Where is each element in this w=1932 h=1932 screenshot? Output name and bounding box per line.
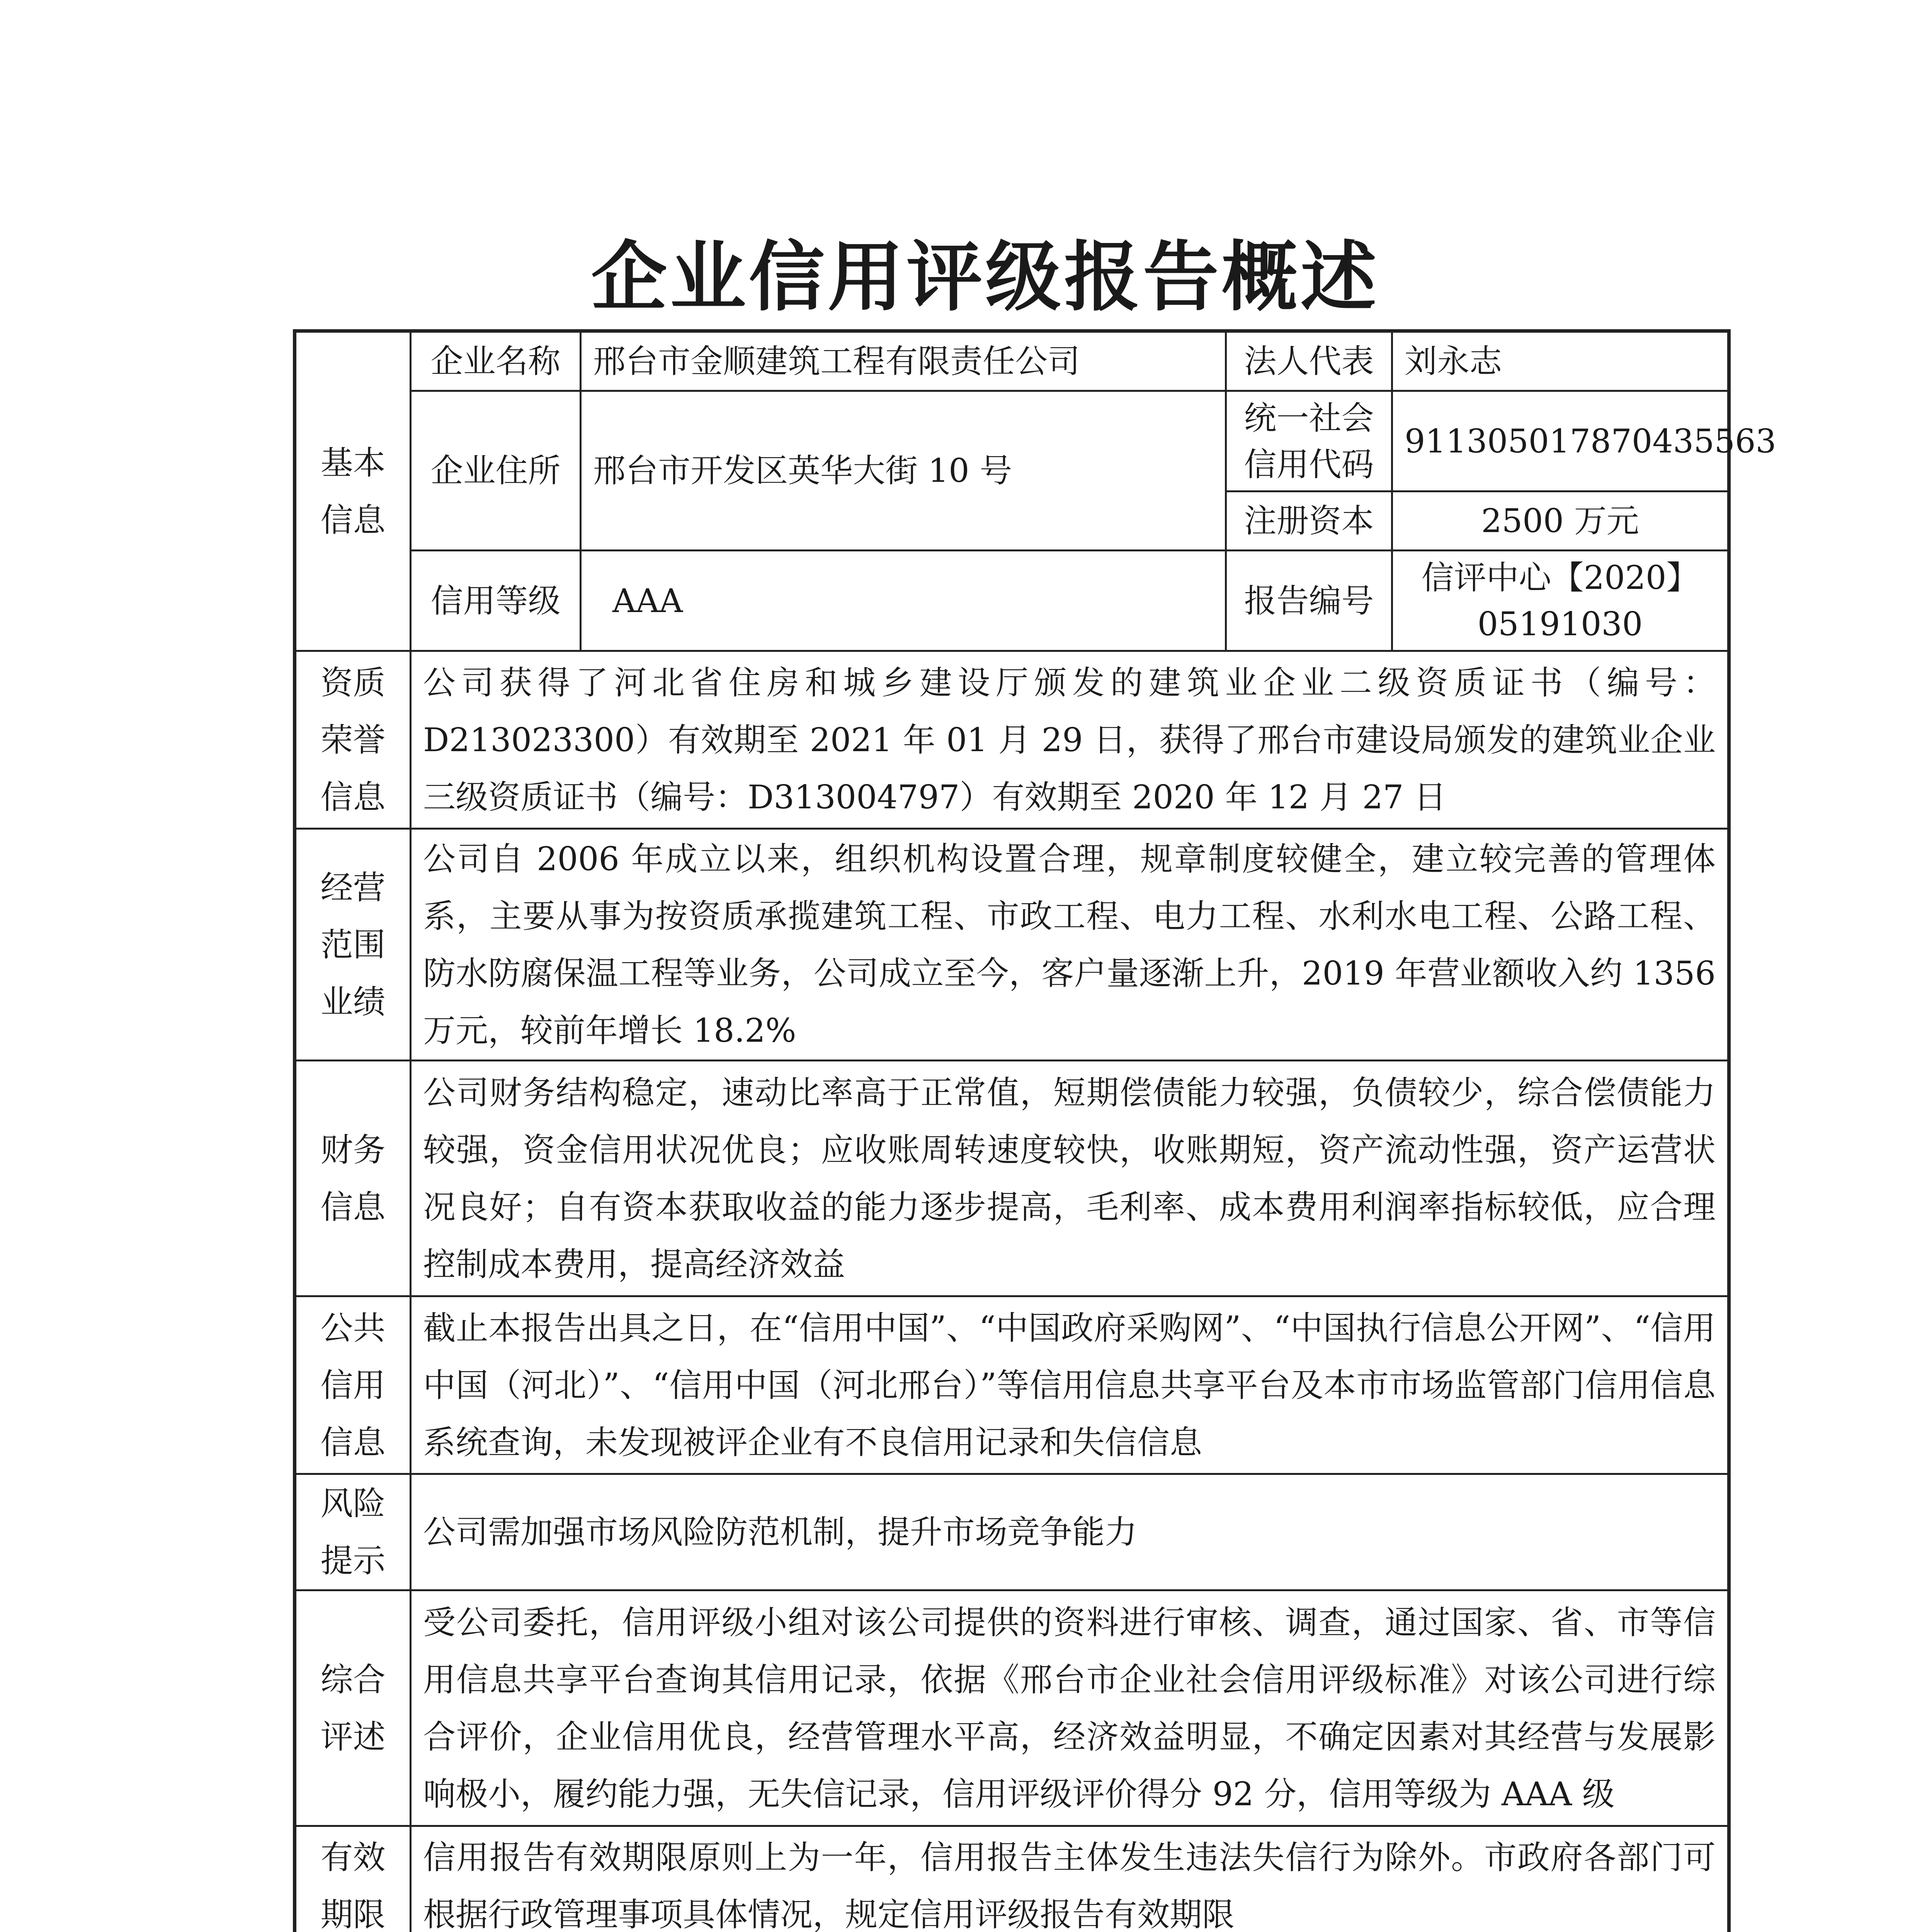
section-text-finance: 公司财务结构稳定，速动比率高于正常值，短期偿债能力较强，负债较少，综合偿债能力较强，资金信用状况优良；应收账周转速度较快，收账期短，资产流动性强，资产运营状况良好；自有资本获取收益的能力逐步提高，毛利率、成本费用利润率指标较低，应合理控制成本费用，提高经济效益 — [411, 1061, 1729, 1296]
section-label-qualification: 资质 荣誉 信息 — [295, 651, 411, 829]
section-label-business: 经营 范围 业绩 — [295, 829, 411, 1061]
section-text-business: 公司自 2006 年成立以来，组织机构设置合理，规章制度较健全，建立较完善的管理体系，主要从事为按资质承揽建筑工程、市政工程、电力工程、水利水电工程、公路工程、防水防腐保温工程等业务，公司成立至今，客户量逐渐上升，2019 年营业额收入约 1356 万元，较前年增长 18.2% — [411, 829, 1729, 1061]
section-text-risk: 公司需加强市场风险防范机制，提升市场竞争能力 — [411, 1474, 1729, 1590]
capital-value: 2500 万元 — [1392, 492, 1729, 551]
legal-rep-value: 刘永志 — [1392, 331, 1729, 391]
report-no-label: 报告编号 — [1226, 551, 1392, 651]
report-no-value: 信评中心【2020】 05191030 — [1392, 551, 1729, 651]
address-value: 邢台市开发区英华大街 10 号 — [581, 391, 1226, 551]
report-table — [293, 329, 1776, 1932]
rating-value: AAA — [581, 551, 1226, 651]
section-label-finance: 财务 信息 — [295, 1061, 411, 1296]
legal-rep-label: 法人代表 — [1226, 331, 1392, 391]
page-title: 企业信用评级报告概述 — [591, 233, 1379, 321]
section-label-basic: 基本 信息 — [295, 331, 411, 651]
section-text-validity: 信用报告有效期限原则上为一年，信用报告主体发生违法失信行为除外。市政府各部门可根据行政管理事项具体情况，规定信用评级报告有效期限 — [411, 1826, 1729, 1932]
company-name-label: 企业名称 — [411, 331, 581, 391]
address-label: 企业住所 — [411, 391, 581, 551]
section-label-risk: 风险 提示 — [295, 1474, 411, 1590]
credit-code-value: 911305017870435563 — [1392, 391, 1729, 492]
section-text-summary: 受公司委托，信用评级小组对该公司提供的资料进行审核、调查，通过国家、省、市等信用信息共享平台查询其信用记录，依据《邢台市企业社会信用评级标准》对该公司进行综合评价，企业信用优良，经营管理水平高，经济效益明显，不确定因素对其经营与发展影响极小，履约能力强，无失信记录，信用评级评价得分 92 分，信用等级为 AAA 级 — [411, 1590, 1729, 1826]
section-label-validity: 有效 期限 — [295, 1826, 411, 1932]
rating-label: 信用等级 — [411, 551, 581, 651]
company-name-value: 邢台市金顺建筑工程有限责任公司 — [581, 331, 1226, 391]
section-text-public-credit: 截止本报告出具之日，在“信用中国”、“中国政府采购网”、“中国执行信息公开网”、“信用中国（河北）”、“信用中国（河北邢台）”等信用信息共享平台及本市市场监管部门信用信息系统查询，未发现被评企业有不良信用记录和失信信息 — [411, 1296, 1729, 1474]
section-label-public-credit: 公共 信用 信息 — [295, 1296, 411, 1474]
section-label-summary: 综合 评述 — [295, 1590, 411, 1826]
capital-label: 注册资本 — [1226, 492, 1392, 551]
section-text-qualification: 公司获得了河北省住房和城乡建设厅颁发的建筑业企业二级资质证书（编号：D213023300）有效期至 2021 年 01 月 29 日，获得了邢台市建设局颁发的建筑业企业三级资质证书（编号：D313004797）有效期至 2020 年 12 月 27 日 — [411, 651, 1729, 829]
credit-code-label: 统一社会 信用代码 — [1226, 391, 1392, 492]
